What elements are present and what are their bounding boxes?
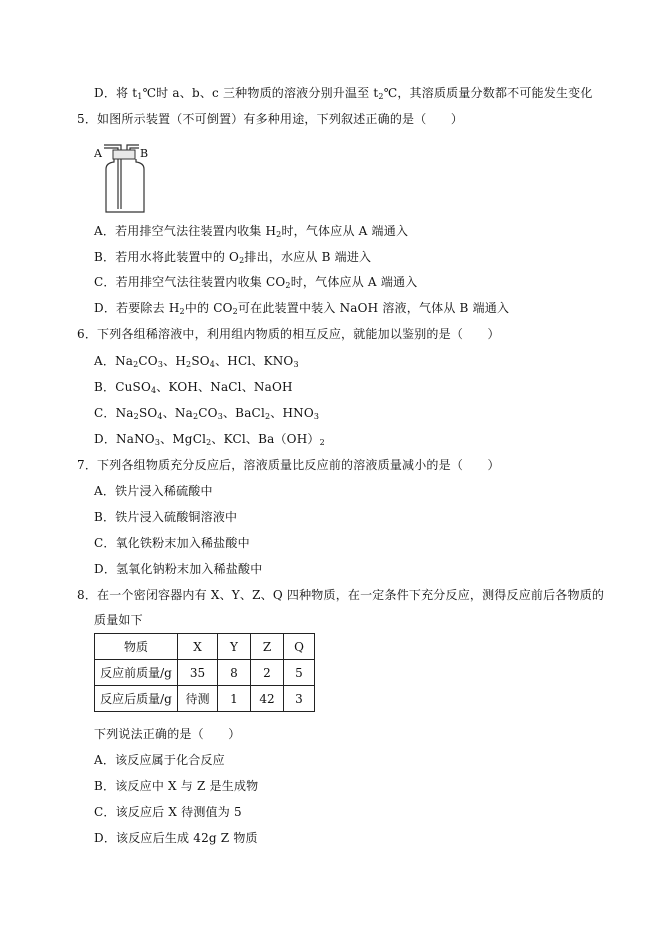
- text-part: 、KOH、NaCl、NaOH: [156, 380, 293, 394]
- text-part: D．将 t: [94, 86, 138, 100]
- text-part: ℃时 a、b、c 三种物质的溶液分别升温至 t: [142, 86, 379, 100]
- table-cell: 待测: [178, 686, 218, 712]
- text-part: 时，气体应从 A 端通入: [290, 275, 418, 289]
- text-part: 、Na: [162, 406, 193, 420]
- text-part: 时，气体应从 A 端通入: [281, 224, 409, 238]
- table-header-cell: Q: [284, 634, 315, 660]
- subscript: 2: [276, 230, 282, 239]
- figure-label-b: B: [140, 147, 149, 160]
- subscript: 2: [192, 412, 199, 421]
- subscript: 2: [179, 307, 185, 316]
- q8-option-d: D．该反应后生成 42g Z 物质: [94, 831, 258, 845]
- q6-option-b: [94, 379, 293, 395]
- subscript: 2: [285, 281, 291, 290]
- text-part: 排出，水应从 B 端进入: [244, 250, 372, 264]
- q7-option-a: A．铁片浸入稀硫酸中: [94, 484, 213, 498]
- q7-option-b: B．铁片浸入硫酸铜溶液中: [94, 510, 238, 524]
- table-cell: 1: [218, 686, 251, 712]
- subscript: 1: [137, 92, 143, 101]
- table-cell: 反应前质量/g: [95, 660, 178, 686]
- text-part: 可在此装置中装入 NaOH 溶液，气体从 B 端通入: [237, 301, 510, 315]
- subscript: 2: [319, 438, 325, 447]
- subscript: 2: [206, 438, 212, 447]
- q7-option-c: C．氧化铁粉末加入稀盐酸中: [94, 536, 250, 550]
- q6-stem: 6．下列各组稀溶液中，利用组内物质的相互反应，就能加以鉴别的是（ ）: [77, 327, 500, 341]
- q5-option-d: [94, 300, 509, 316]
- q7-stem: 7．下列各组物质充分反应后，溶液质量比反应前的溶液质量减小的是（ ）: [77, 458, 500, 472]
- text-part: B．若用水将此装置中的 O: [94, 250, 240, 264]
- text-part: 、KCl、Ba（OH）: [211, 432, 320, 446]
- text-part: CO: [138, 354, 158, 368]
- text-part: B．CuSO: [94, 380, 151, 394]
- text-part: 、HNO: [270, 406, 314, 420]
- text-part: 、H: [163, 354, 187, 368]
- text-part: A．Na: [94, 354, 134, 368]
- q6-option-d: [94, 431, 325, 447]
- table-cell: 42: [251, 686, 284, 712]
- subscript: 2: [264, 412, 271, 421]
- subscript: 2: [133, 360, 139, 369]
- q4-option-d: [94, 85, 593, 101]
- subscript: 4: [209, 360, 216, 369]
- q8-question: 下列说法正确的是（ ）: [94, 727, 241, 741]
- text-part: 、BaCl: [222, 406, 265, 420]
- subscript: 3: [154, 438, 161, 447]
- text-part: 中的 CO: [184, 301, 233, 315]
- table-row: [95, 686, 315, 712]
- q5-option-c: [94, 274, 417, 290]
- q8-option-c: C．该反应后 X 待测值为 5: [94, 805, 242, 819]
- subscript: 3: [217, 412, 223, 421]
- text-part: CO: [198, 406, 218, 420]
- q8-stem-line1: 8．在一个密闭容器内有 X、Y、Z、Q 四种物质，在一定条件下充分反应，测得反应前后各物质的: [77, 588, 605, 602]
- table-cell: 5: [284, 660, 315, 686]
- table-header-cell: Y: [218, 634, 251, 660]
- table-cell: 35: [178, 660, 218, 686]
- bottle-body: [106, 159, 144, 212]
- q5-option-b: [94, 249, 371, 265]
- table-header-cell: Z: [251, 634, 284, 660]
- mass-data-table: [94, 633, 315, 712]
- subscript: 3: [293, 360, 299, 369]
- text-part: C．若用排空气法往装置内收集 CO: [94, 275, 286, 289]
- text-part: ℃，其溶质质量分数都不可能发生变化: [383, 86, 593, 100]
- q5-option-a: [94, 223, 408, 239]
- table-cell: 反应后质量/g: [95, 686, 178, 712]
- subscript: 3: [313, 412, 320, 421]
- subscript: 2: [378, 92, 384, 101]
- q7-option-d: D．氢氧化钠粉末加入稀盐酸中: [94, 562, 263, 576]
- q8-option-b: B．该反应中 X 与 Z 是生成物: [94, 779, 259, 793]
- text-part: 、HCl、KNO: [215, 354, 294, 368]
- q6-option-a: [94, 353, 299, 369]
- wash-bottle-figure: [94, 137, 158, 215]
- text-part: SO: [138, 406, 158, 420]
- text-part: SO: [191, 354, 210, 368]
- q6-option-c: [94, 405, 319, 421]
- table-cell: 2: [251, 660, 284, 686]
- table-header-row: [95, 634, 315, 660]
- q8-option-a: A．该反应属于化合反应: [94, 753, 225, 767]
- subscript: 2: [232, 307, 238, 316]
- table-cell: 8: [218, 660, 251, 686]
- subscript: 4: [157, 412, 163, 421]
- table-header-cell: X: [178, 634, 218, 660]
- text-part: 、MgCl: [160, 432, 207, 446]
- subscript: 2: [239, 256, 245, 265]
- text-part: D．若要除去 H: [94, 301, 180, 315]
- subscript: 2: [186, 360, 192, 369]
- table-cell: 3: [284, 686, 315, 712]
- text-part: A．若用排空气法往装置内收集 H: [94, 224, 277, 238]
- table-header-cell: 物质: [95, 634, 178, 660]
- subscript: 4: [151, 386, 157, 395]
- figure-label-a: A: [94, 147, 102, 160]
- q5-stem: 5．如图所示装置（不可倒置）有多种用途，下列叙述正确的是（ ）: [77, 112, 464, 126]
- text-part: D．NaNO: [94, 432, 155, 446]
- table-row: [95, 660, 315, 686]
- q8-stem-line2: 质量如下: [94, 613, 143, 627]
- subscript: 3: [157, 360, 164, 369]
- stopper: [113, 150, 135, 159]
- subscript: 2: [133, 412, 139, 421]
- text-part: C．Na: [94, 406, 134, 420]
